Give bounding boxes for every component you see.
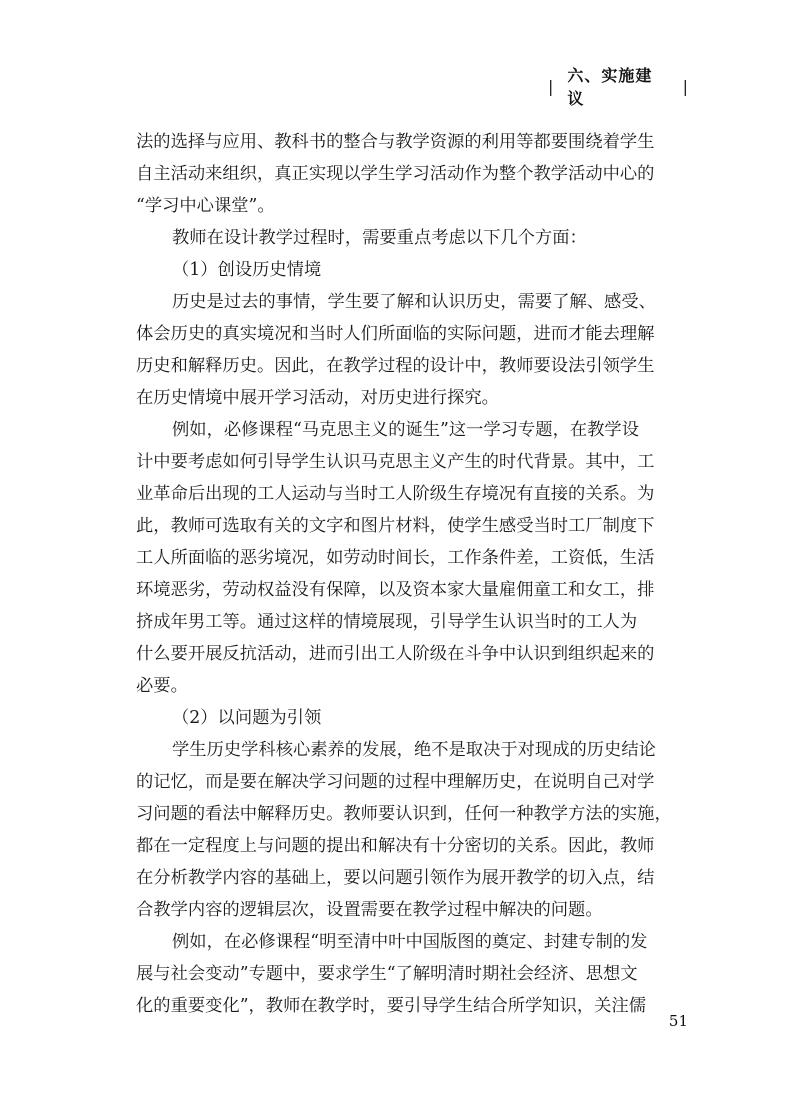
text-line: 例如，在必修课程“明至清中叶中国版图的奠定、封建专制的发 <box>172 932 648 952</box>
text-line: 业革命后出现的工人运动与当时工人阶级生存境况有直接的关系。为 <box>136 484 655 504</box>
text-line: 此，教师可选取有关的文字和图片材料，使学生感受当时工厂制度下 <box>136 516 655 536</box>
text-line: 学生历史学科核心素养的发展，绝不是取决于对现成的历史结论 <box>172 740 656 760</box>
text-line: 合教学内容的逻辑层次，设置需要在教学过程中解决的问题。 <box>136 900 603 920</box>
text-line: 的记忆，而是要在解决学习问题的过程中理解历史，在说明自己对学 <box>136 772 655 792</box>
text-line: 工人所面临的恶劣境况，如劳动时间长，工作条件差，工资低，生活 <box>136 548 655 568</box>
text-line: 计中要考虑如何引导学生认识马克思主义产生的时代背景。其中，工 <box>136 452 655 472</box>
text-line: 例如，必修课程“马克思主义的诞生”这一学习专题，在教学设 <box>172 420 639 440</box>
text-line: 法的选择与应用、教科书的整合与教学资源的利用等都要围绕着学生 <box>136 132 655 152</box>
text-line: 在历史情境中展开学习活动，对历史进行探究。 <box>136 388 499 408</box>
text-line: 体会历史的真实境况和当时人们所面临的实际问题，进而才能去理解 <box>136 324 655 344</box>
text-line: 都在一定程度上与问题的提出和解决有十分密切的关系。因此，教师 <box>136 836 655 856</box>
text-line: 什么要开展反抗活动，进而引出工人阶级在斗争中认识到组织起来的 <box>136 644 655 664</box>
text-line: 化的重要变化”，教师在教学时，要引导学生结合所学知识，关注儒 <box>136 996 646 1016</box>
text-line: 历史是过去的事情，学生要了解和认识历史，需要了解、感受、 <box>172 292 656 312</box>
subheading-1: （1）创设历史情境 <box>172 260 322 280</box>
page-number: 51 <box>668 1012 688 1030</box>
text-line: 历史和解释历史。因此，在教学过程的设计中，教师要设法引领学生 <box>136 356 655 376</box>
text-line: 必要。 <box>136 676 188 696</box>
text-line: “学习中心课堂”。 <box>136 196 275 216</box>
text-line: 展与社会变动”专题中，要求学生“了解明清时期社会经济、思想文 <box>136 964 638 984</box>
text-line: 自主活动来组织，真正实现以学生学习活动作为整个教学活动中心的 <box>136 164 655 184</box>
text-line: 教师在设计教学过程时，需要重点考虑以下几个方面： <box>172 228 587 248</box>
header-divider-left: | <box>548 76 554 96</box>
text-line: 习问题的看法中解释历史。教师要认识到，任何一种教学方法的实施， <box>136 804 672 824</box>
subheading-2: （2）以问题为引领 <box>172 708 322 728</box>
running-header <box>548 66 688 108</box>
text-line: 环境恶劣，劳动权益没有保障，以及资本家大量雇佣童工和女工，排 <box>136 580 655 600</box>
header-divider-right: | <box>682 76 688 96</box>
text-line: 挤成年男工等。通过这样的情境展现，引导学生认识当时的工人为 <box>136 612 638 632</box>
body-text <box>136 126 676 1022</box>
section-title: 六、实施建议 <box>567 66 653 108</box>
text-line: 在分析教学内容的基础上，要以问题引领作为展开教学的切入点，结 <box>136 868 655 888</box>
